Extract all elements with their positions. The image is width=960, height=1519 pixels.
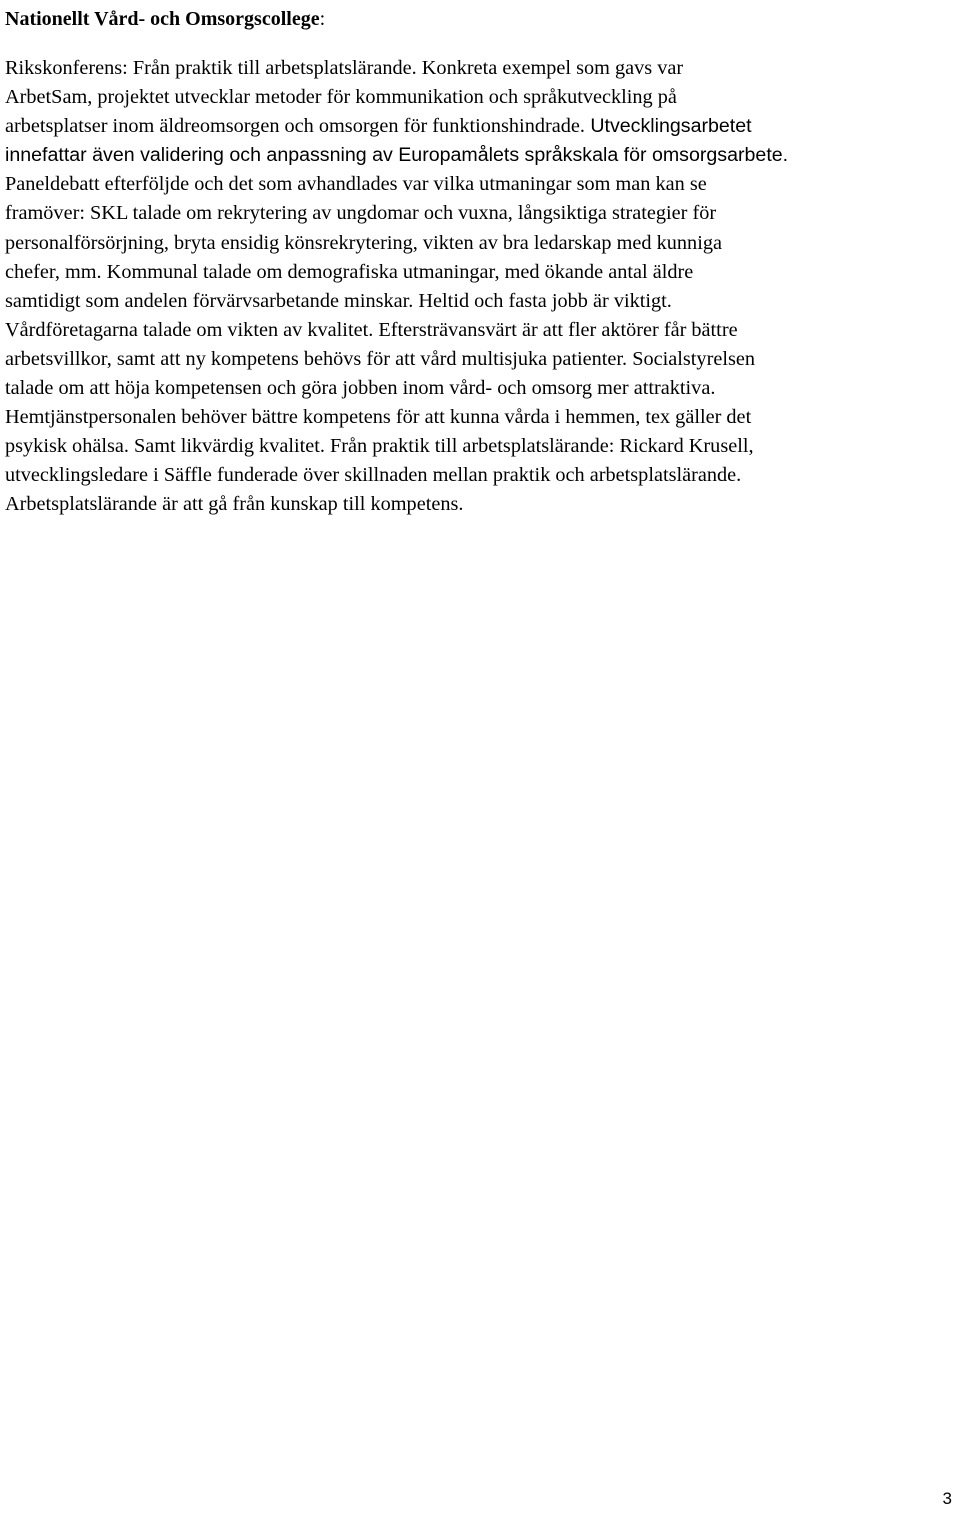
paragraph-line: ArbetSam, projektet utvecklar metoder för kommunikation och språkutveckling på (5, 86, 677, 109)
page-number: 3 (942, 1489, 952, 1508)
paragraph-line: talade om att höja kompetensen och göra jobben inom vård- och omsorg mer attraktiva. (5, 377, 716, 400)
paragraph-line: Hemtjänstpersonalen behöver bättre kompetens för att kunna vårda i hemmen, tex gäller det (5, 406, 752, 429)
paragraph-line: Vårdföretagarna talade om vikten av kvalitet. Eftersträvansvärt är att fler aktörer får bättre (5, 318, 738, 341)
paragraph-line: arbetsvillkor, samt att ny kompetens behövs för att vård multisjuka patienter. Socialstyrelsen (5, 347, 755, 370)
paragraph-line: utvecklingsledare i Säffle funderade över skillnaden mellan praktik och arbetsplatslärande. (5, 464, 742, 487)
paragraph-line: chefer, mm. Kommunal talade om demografiska utmaningar, med ökande antal äldre (5, 260, 694, 283)
heading-title: Nationellt Vård- och Omsorgscollege (5, 8, 320, 30)
paragraph-line: framöver: SKL talade om rekrytering av ungdomar och vuxna, långsiktiga strategier för (5, 202, 717, 225)
body-paragraph (5, 54, 955, 520)
paragraph-line-segment-sans: Utvecklingsarbetet (584, 115, 752, 138)
paragraph-line: innefattar även validering och anpassning av Europamålets språkskala för omsorgsarbete. (5, 144, 789, 167)
paragraph-line: Rikskonferens: Från praktik till arbetsplatslärande. Konkreta exempel som gavs var (5, 57, 684, 79)
paragraph-line (5, 112, 955, 141)
heading-colon: : (319, 8, 326, 30)
paragraph-line: Paneldebatt efterföljde och det som avhandlades var vilka utmaningar som man kan se (5, 173, 707, 196)
paragraph-line: Arbetsplatslärande är att gå från kunskap till kompetens. (5, 493, 464, 516)
document-page (5, 5, 955, 520)
paragraph-line: personalförsörjning, bryta ensidig könsrekrytering, vikten av bra ledarskap med kunniga (5, 231, 722, 254)
paragraph-line-segment: arbetsplatser inom äldreomsorgen och omsorgen för funktionshindrade. (5, 115, 585, 138)
paragraph-line: samtidigt som andelen förvärvsarbetande minskar. Heltid och fasta jobb är viktigt. (5, 289, 672, 312)
section-heading (5, 5, 955, 34)
paragraph-line: psykisk ohälsa. Samt likvärdig kvalitet. Från praktik till arbetsplatslärande: Rickard Krusell, (5, 435, 754, 458)
